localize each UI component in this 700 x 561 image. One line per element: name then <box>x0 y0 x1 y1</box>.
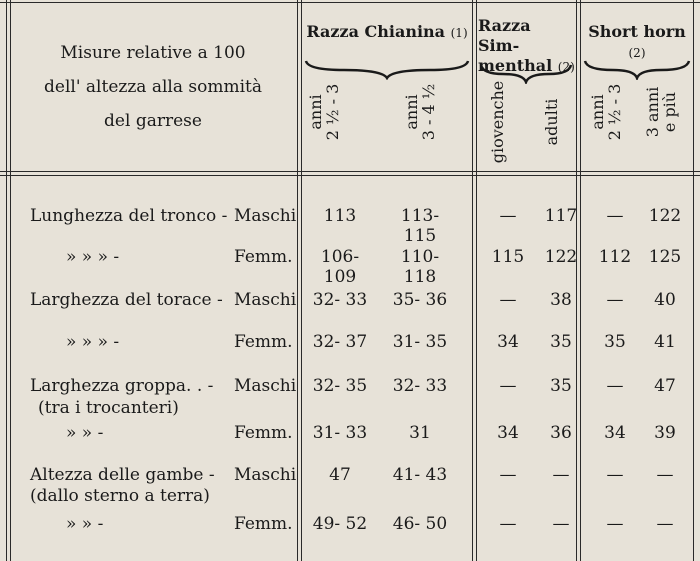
table-cell: — <box>606 465 624 485</box>
subcol-header: anni 3 - 4 ½ <box>402 83 438 141</box>
row-label: Larghezza del torace - <box>30 290 223 310</box>
row-label: » » » - <box>66 332 120 352</box>
column-divider <box>301 0 302 561</box>
table-cell: 39 <box>654 423 676 443</box>
subcol-header: anni 2 ½ - 3 <box>588 83 624 141</box>
table-cell: 112 <box>598 247 632 267</box>
table-cell: — <box>606 376 624 396</box>
header-rule-inner <box>0 175 700 176</box>
row-sublabel: (dallo sterno a terra) <box>30 486 210 506</box>
table-cell: — <box>656 514 674 534</box>
table-cell: 113-115 <box>400 206 440 246</box>
table-cell: — <box>606 290 624 310</box>
row-sex: Maschi <box>234 206 297 226</box>
table-cell: 47 <box>329 465 351 485</box>
table-cell: 113 <box>323 206 357 226</box>
table-cell: 35 <box>604 332 626 352</box>
column-divider <box>297 0 298 561</box>
table-cell: — <box>606 514 624 534</box>
table-cell: 32- 37 <box>312 332 368 352</box>
table-cell: 46- 50 <box>392 514 448 534</box>
row-label: » » » - <box>66 247 120 267</box>
row-sex: Femm. <box>234 423 293 443</box>
table-cell: 122 <box>648 206 682 226</box>
table-cell: 35 <box>550 376 572 396</box>
table-cell: 41 <box>654 332 676 352</box>
measure-header <box>12 36 294 138</box>
table-cell: 34 <box>497 423 519 443</box>
table-cell: 31- 35 <box>392 332 448 352</box>
group-header-chianina: Razza Chianina (1) <box>306 22 468 41</box>
group-header-shorthorn: Short horn (2) <box>588 22 686 60</box>
row-label: Lunghezza del tronco - <box>30 206 228 226</box>
table-cell: 117 <box>544 206 578 226</box>
row-label: Larghezza groppa. . - <box>30 376 214 396</box>
table-border-left-inner <box>10 0 11 561</box>
row-sex: Maschi <box>234 376 297 396</box>
table-cell: — <box>656 465 674 485</box>
table-cell: 49- 52 <box>312 514 368 534</box>
table-cell: 35- 36 <box>392 290 448 310</box>
table-cell: 115 <box>491 247 525 267</box>
table-cell: — <box>499 514 517 534</box>
table-cell: 31- 33 <box>312 423 368 443</box>
table-cell: — <box>552 514 570 534</box>
table-cell: — <box>499 465 517 485</box>
table-cell: 106-109 <box>320 247 360 287</box>
table-cell: — <box>499 290 517 310</box>
table-top-rule <box>0 2 700 3</box>
row-sex: Femm. <box>234 247 293 267</box>
table-cell: 34 <box>497 332 519 352</box>
table-cell: 38 <box>550 290 572 310</box>
header-rule <box>0 171 700 172</box>
subcol-header: 3 anni e più <box>643 86 679 138</box>
measure-header-line: del garrese <box>104 111 202 131</box>
table-cell: — <box>499 376 517 396</box>
row-sex: Maschi <box>234 290 297 310</box>
table-cell: 35 <box>550 332 572 352</box>
table-cell: 110-118 <box>400 247 440 287</box>
group-header-simmenthal: Razza Sim- menthal (2) <box>478 16 575 75</box>
table-cell: 32- 33 <box>312 290 368 310</box>
table-cell: 41- 43 <box>392 465 448 485</box>
measure-header-line: Misure relative a 100 <box>60 43 246 63</box>
table-cell: 40 <box>654 290 676 310</box>
table-cell: 34 <box>604 423 626 443</box>
table-cell: 122 <box>544 247 578 267</box>
table-cell: 125 <box>648 247 682 267</box>
table-cell: 47 <box>654 376 676 396</box>
row-label: » » - <box>66 514 104 534</box>
row-sex: Femm. <box>234 332 293 352</box>
table-cell: 32- 35 <box>312 376 368 396</box>
row-sex: Maschi <box>234 465 297 485</box>
table-cell: — <box>552 465 570 485</box>
table-cell: — <box>499 206 517 226</box>
subcol-header: giovenche <box>488 80 507 164</box>
table-cell: 31 <box>409 423 431 443</box>
table-border-left <box>6 0 7 561</box>
row-label: Altezza delle gambe - <box>30 465 215 485</box>
table-cell: 36 <box>550 423 572 443</box>
row-label: » » - <box>66 423 104 443</box>
subcol-header: anni 2 ½ - 3 <box>306 83 342 141</box>
row-sex: Femm. <box>234 514 293 534</box>
row-sublabel: (tra i trocanteri) <box>38 398 179 418</box>
table-cell: — <box>606 206 624 226</box>
subcol-header: adulti <box>542 98 561 146</box>
table-cell: 32- 33 <box>392 376 448 396</box>
measure-header-line: dell' altezza alla sommità <box>44 77 262 97</box>
